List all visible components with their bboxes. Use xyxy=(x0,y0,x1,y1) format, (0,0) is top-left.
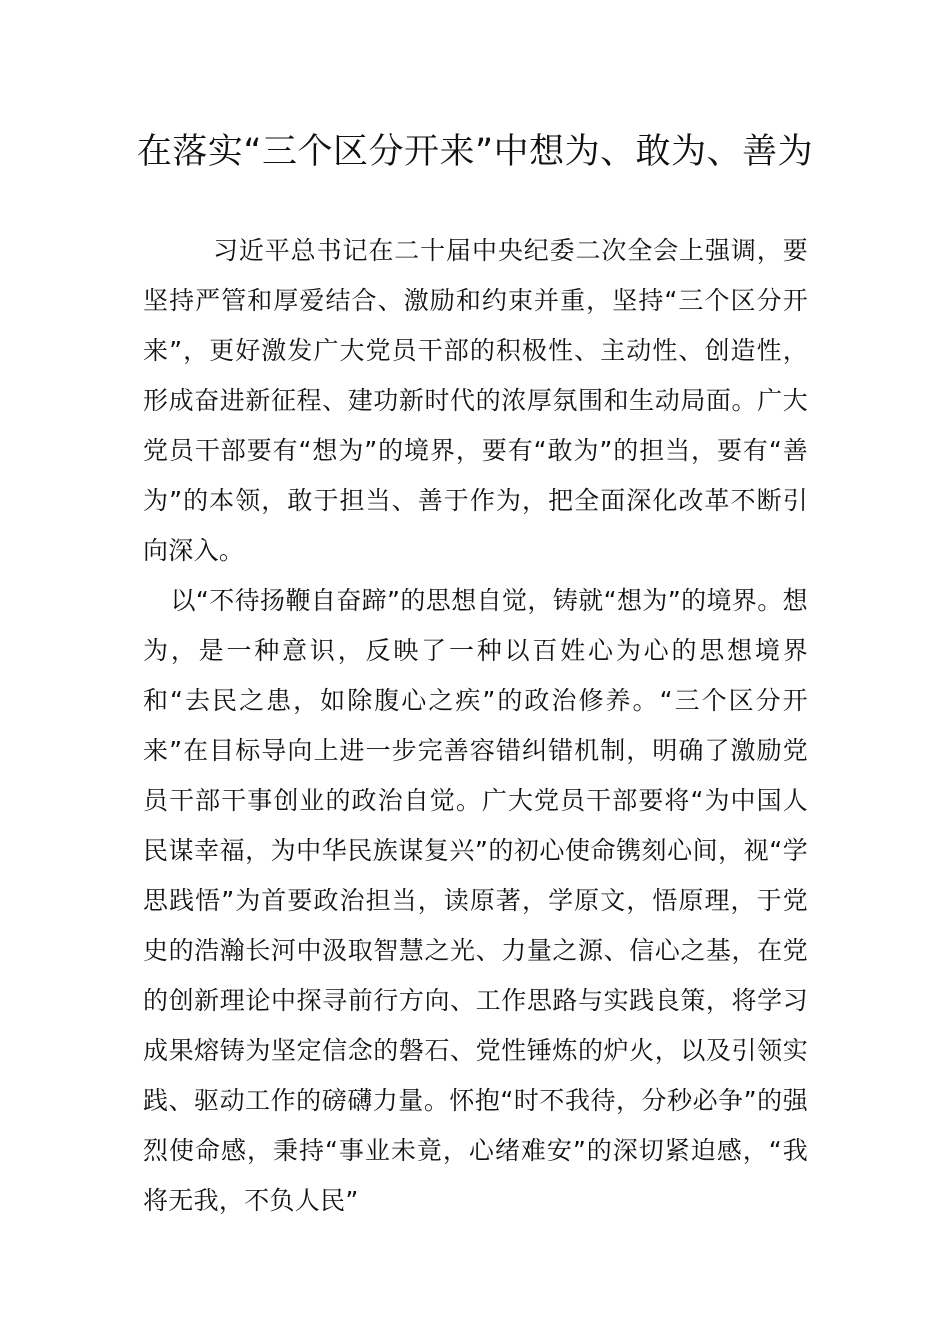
document-title: 在落实“三个区分开来”中想为、敢为、善为 xyxy=(136,132,814,172)
document-body xyxy=(143,226,808,1226)
paragraph: 习近平总书记在二十届中央纪委二次全会上强调，要坚持严管和厚爱结合、激励和约束并重，坚持“三个区分开来”，更好激发广大党员干部的积极性、主动性、创造性，形成奋进新征程、建功新时代的浓厚氛围和生动局面。广大党员干部要有“想为”的境界，要有“敢为”的担当，要有“善为”的本领，敢于担当、善于作为，把全面深化改革不断引向深入。 xyxy=(143,236,808,565)
paragraph: 以“不待扬鞭自奋蹄”的思想自觉，铸就“想为”的境界。想为，是一种意识，反映了一种以百姓心为心的思想境界和“去民之患，如除腹心之疾”的政治修养。“三个区分开来”在目标导向上进一步完善容错纠错机制，明确了激励党员干部干事创业的政治自觉。广大党员干部要将“为中国人民谋幸福，为中华民族谋复兴”的初心使命镌刻心间，视“学思践悟”为首要政治担当，读原著，学原文，悟原理，于党史的浩瀚长河中汲取智慧之光、力量之源、信心之基，在党的创新理论中探寻前行方向、工作思路与实践良策，将学习成果熔铸为坚定信念的磐石、党性锤炼的炉火，以及引领实践、驱动工作的磅礴力量。怀抱“时不我待，分秒必争”的强烈使命感，秉持“事业未竟，心绪难安”的深切紧迫感，“我将无我，不负人民” xyxy=(143,586,808,1215)
